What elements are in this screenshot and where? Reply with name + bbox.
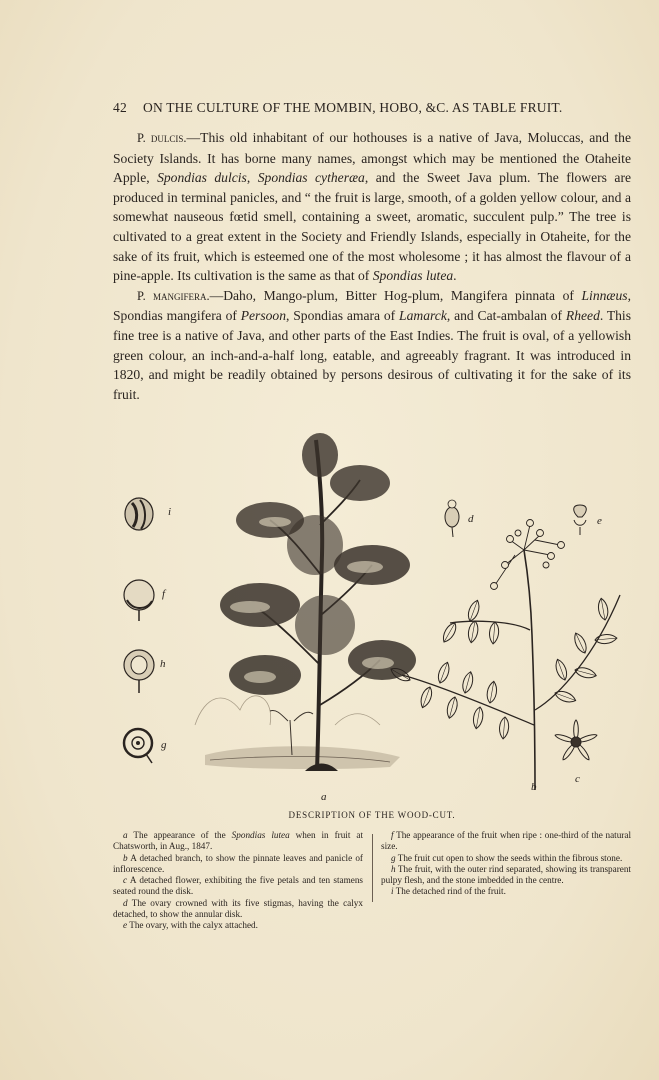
italic-name: Rheed — [565, 308, 600, 324]
figure-legend — [113, 830, 633, 931]
fruit-g-illustration — [124, 729, 152, 763]
italic-name: Spondias cytheræa — [257, 170, 365, 186]
fruit-h-illustration — [124, 650, 154, 693]
legend-left-column — [113, 830, 363, 932]
legend-key: d — [123, 897, 128, 908]
fruit-i-illustration — [125, 498, 153, 530]
wood-cut-figure — [110, 425, 635, 805]
legend-entry: g The fruit cut open to show the seeds within the fibrous stone. — [391, 852, 623, 863]
paragraph-lead: P. mangifera. — [137, 288, 210, 303]
fruit-f-illustration — [124, 580, 154, 621]
figure-letter-b: b — [531, 781, 537, 793]
italic-name: Persoon — [240, 308, 287, 324]
paragraph-dulcis: P. dulcis.—This old inhabitant of our hothouses is a native of Java, Moluccas, and the Society Islands. It has borne many names, amongst which may be mentioned the Otaheite Apple, Spondias dulcis, Spondias cytheræa, and the Sweet Java plum. The flowers are produced in terminal panicles, and “ the fruit is large, smooth, of a golden yellow colour, and a somewhat nauseous fœtid smell, containing a sweet, aromatic, succulent pulp.” The tree is cultivated to a great extent in the Society and Friendly Islands, especially in Otaheite, for the sake of its fruit, which is esteemed one of the most wholesome ; it has almost the flavour of a pine-apple. Its cultivation is the same as that of Spondias lutea. — [113, 130, 632, 284]
figure-letter-e: e — [597, 515, 602, 527]
body-text — [113, 128, 631, 404]
caption-title: DESCRIPTION OF THE WOOD-CUT. — [288, 810, 456, 820]
legend-key: e — [123, 920, 128, 931]
ovary-e-illustration — [574, 505, 587, 535]
legend-right-column — [381, 830, 631, 898]
paragraph-lead: P. dulcis. — [137, 131, 187, 145]
legend-key: c — [123, 875, 128, 886]
legend-entry: f The appearance of the fruit when ripe : one-third of the natural size. — [381, 830, 631, 852]
figure-letter-h: h — [160, 658, 166, 670]
legend-key: g — [391, 852, 396, 863]
figure-letter-a: a — [321, 791, 327, 803]
legend-entry: d The ovary crowned with its five stigmas, having the calyx detached, to show the annular disk. — [113, 897, 363, 920]
italic-name: Lamarck — [399, 308, 447, 324]
legend-key: b — [123, 852, 128, 863]
figure-letter-c: c — [575, 773, 580, 785]
wood-cut-illustration — [110, 425, 635, 805]
flower-c-illustration — [554, 720, 597, 761]
legend-entry: b A detached branch, to show the pinnate leaves and panicle of inflorescence. — [113, 852, 363, 874]
italic-name: Spondias dulcis — [157, 170, 247, 186]
legend-divider — [372, 834, 373, 902]
legend-entry: i The detached rind of the fruit. — [391, 886, 506, 897]
figure-letter-g: g — [161, 739, 167, 751]
legend-key: i — [391, 886, 394, 897]
ovary-d-illustration — [445, 500, 459, 537]
paragraph-mangifera: P. mangifera.—Daho, Mango-plum, Bitter Hog-plum, Mangifera pinnata of Linnæus, Spondias mangifera of Persoon, Spondias amara of Lamarck, and Cat-ambalan of Rheed. This fine tree is a native of Java, and other parts of the East Indies. The fruit is oval, of a yellowish green colour, an inch-and-a-half long, eatable, and agreeably fragrant. It was introduced in 1820, and might be readily obtained by persons desirous of cultivating it for the sake of its fruit. — [113, 287, 632, 402]
italic-name: Linnæus — [581, 287, 628, 303]
legend-key: f — [391, 830, 394, 840]
figure-letter-d: d — [468, 513, 474, 525]
legend-entry: e The ovary, with the calyx attached. — [123, 920, 258, 931]
figure-letter-i: i — [168, 506, 172, 518]
tree-a-illustration — [195, 433, 416, 771]
legend-entry: a The appearance of the Spondias lutea when in fruit at Chatsworth, in Aug., 1847. — [113, 830, 363, 852]
legend-entry: c A detached flower, exhibiting the five petals and ten stamens seated round the disk. — [113, 875, 363, 897]
running-title: ON THE CULTURE OF THE MOMBIN, HOBO, &C. AS TABLE FRUIT. — [143, 100, 563, 115]
legend-key: h — [391, 863, 396, 874]
legend-italic: Spondias lutea — [231, 830, 290, 840]
legend-entry: h The fruit, with the outer rind separated, showing its transparent pulpy flesh, and the stone imbedded in the centre. — [381, 863, 631, 886]
figure-letter-f: f — [162, 588, 166, 600]
page-number: 42 — [113, 100, 127, 115]
legend-key: a — [123, 830, 128, 840]
italic-name: Spondias lutea — [372, 268, 454, 284]
branch-b-illustration — [389, 520, 620, 791]
